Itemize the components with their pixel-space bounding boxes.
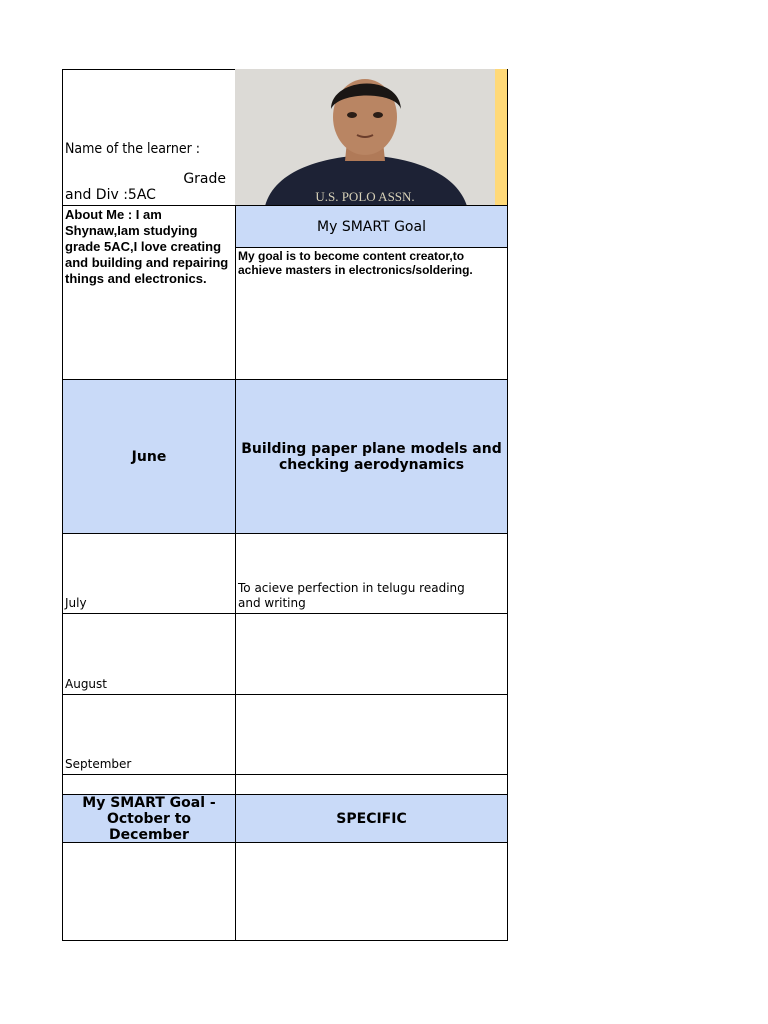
shirt-text: U.S. POLO ASSN. xyxy=(315,189,415,204)
about-me-cell xyxy=(62,205,236,380)
goal-august-cell xyxy=(235,613,508,695)
smart-goal-header-label: My SMART Goal xyxy=(317,218,426,235)
goal-june-text: Building paper plane models and checking aerodynamics xyxy=(241,440,502,473)
final-left-cell xyxy=(62,842,236,941)
month-july-label: July xyxy=(65,596,87,610)
goal-june-cell xyxy=(235,379,508,534)
quarter-goal-label: My SMART Goal - October to December xyxy=(82,794,216,843)
goal-september-cell xyxy=(235,694,508,775)
month-september-label: September xyxy=(65,757,132,771)
quarter-goal-cell xyxy=(62,794,236,843)
learner-sheet xyxy=(62,69,508,941)
div-label: and Div :5AC xyxy=(65,187,156,203)
learner-portrait-image xyxy=(235,69,495,206)
name-label: Name of the learner : xyxy=(65,141,201,157)
goal-july-text: To acieve perfection in telugu reading and writing xyxy=(238,581,465,610)
month-june-cell xyxy=(62,379,236,534)
month-july-cell xyxy=(62,533,236,614)
goal-july-cell xyxy=(235,533,508,614)
month-june-label: June xyxy=(131,448,167,465)
photo-side-strip xyxy=(495,69,508,206)
learner-photo xyxy=(235,69,495,206)
spacer-left-cell xyxy=(62,774,236,795)
month-september-cell xyxy=(62,694,236,775)
final-right-cell xyxy=(235,842,508,941)
grade-label: Grade xyxy=(183,171,226,187)
smart-goal-header xyxy=(235,205,508,248)
about-me-text: About Me : I am Shynaw,Iam studying grade 5AC,I love creating and building and repairing things and electronics. xyxy=(65,207,229,286)
learner-info-cell xyxy=(62,69,236,206)
spacer-right-cell xyxy=(235,774,508,795)
specific-header-label: SPECIFIC xyxy=(336,810,407,827)
specific-header-cell xyxy=(235,794,508,843)
smart-goal-text-cell xyxy=(235,247,508,380)
month-august-cell xyxy=(62,613,236,695)
month-august-label: August xyxy=(65,677,107,691)
smart-goal-text: My goal is to become content creator,to achieve masters in electronics/soldering. xyxy=(238,249,473,277)
